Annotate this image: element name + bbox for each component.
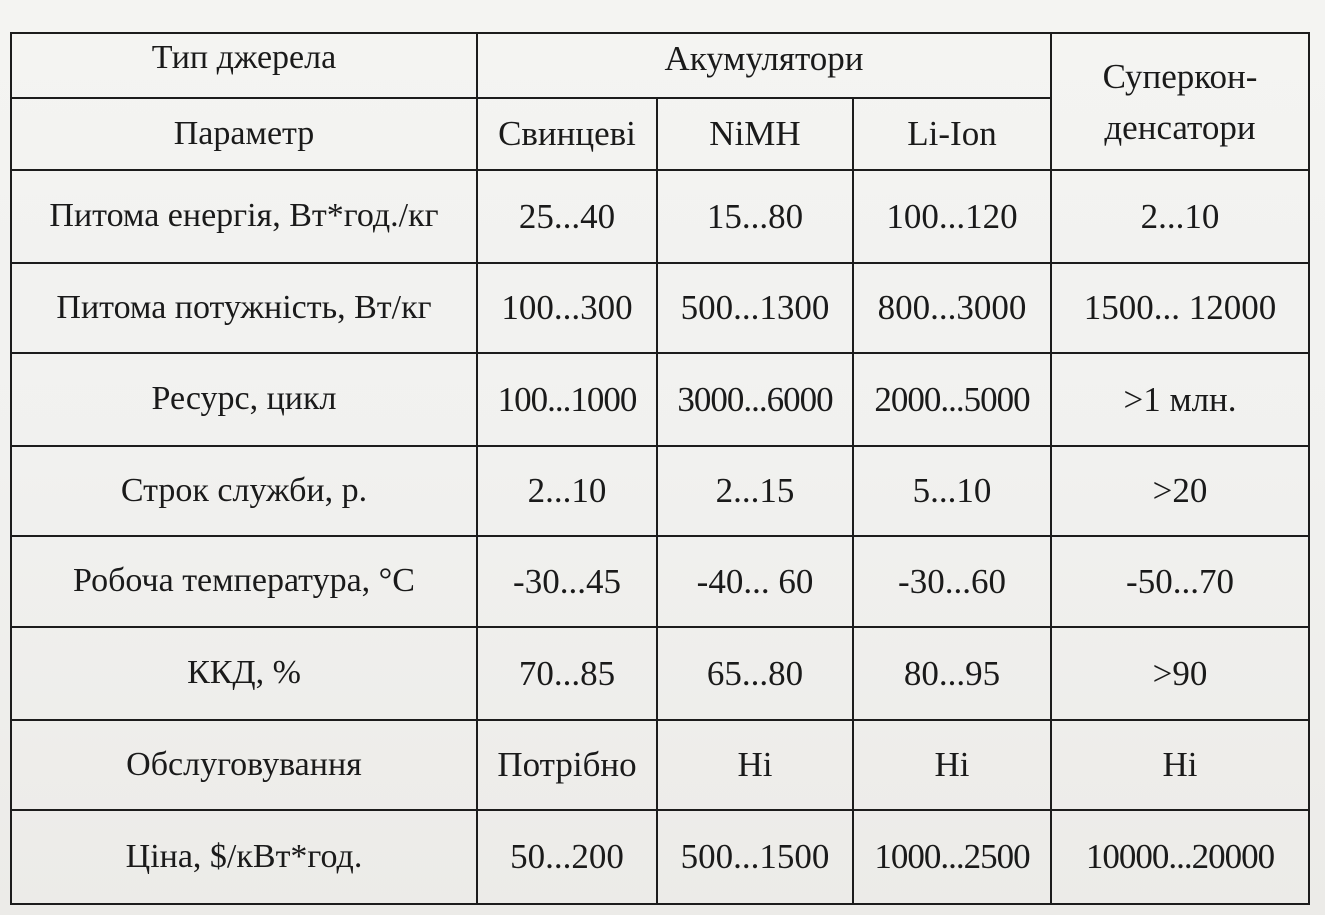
table-row (11, 170, 1309, 263)
liion-value-cell: 80...95 (853, 627, 1051, 720)
super-value-cell: >20 (1051, 446, 1309, 536)
table-row (11, 627, 1309, 720)
nimh-value-cell: 500...1500 (657, 810, 853, 904)
param-cell: Робоча температура, °С (11, 536, 477, 627)
header-accumulators: Акумулятори (477, 33, 1051, 98)
table-row (11, 353, 1309, 446)
nimh-value-cell: Ні (657, 720, 853, 810)
document-page (10, 32, 1310, 905)
liion-value-cell: 800...3000 (853, 263, 1051, 353)
liion-value-cell: 2000...5000 (853, 353, 1051, 446)
lead-value-cell: 100...300 (477, 263, 657, 353)
super-value-cell: >90 (1051, 627, 1309, 720)
lead-value-cell: -30...45 (477, 536, 657, 627)
param-cell: Ціна, $/кВт*год. (11, 810, 477, 904)
lead-value-cell: 2...10 (477, 446, 657, 536)
table-row (11, 536, 1309, 627)
liion-value-cell: 100...120 (853, 170, 1051, 263)
param-cell: Питома енергія, Вт*год./кг (11, 170, 477, 263)
param-cell: Строк служби, р. (11, 446, 477, 536)
param-cell: Ресурс, цикл (11, 353, 477, 446)
super-value-cell: -50...70 (1051, 536, 1309, 627)
super-value-cell: 2...10 (1051, 170, 1309, 263)
liion-value-cell: Ні (853, 720, 1051, 810)
header-supercap-line2: денсатори (1104, 107, 1256, 147)
comparison-table (10, 32, 1310, 905)
lead-value-cell: 100...1000 (477, 353, 657, 446)
lead-value-cell: 25...40 (477, 170, 657, 263)
nimh-value-cell: 3000...6000 (657, 353, 853, 446)
nimh-value-cell: 65...80 (657, 627, 853, 720)
liion-value-cell: -30...60 (853, 536, 1051, 627)
header-supercapacitors (1051, 33, 1309, 170)
nimh-value-cell: -40... 60 (657, 536, 853, 627)
header-supercap-line1: Суперкон- (1102, 57, 1258, 96)
param-cell: Питома потужність, Вт/кг (11, 263, 477, 353)
nimh-value-cell: 2...15 (657, 446, 853, 536)
super-value-cell: >1 млн. (1051, 353, 1309, 446)
header-source-type: Тип джерела (11, 33, 477, 98)
table-row (11, 446, 1309, 536)
param-cell: ККД, % (11, 627, 477, 720)
header-nimh: NiMH (657, 98, 853, 170)
liion-value-cell: 5...10 (853, 446, 1051, 536)
lead-value-cell: Потрібно (477, 720, 657, 810)
lead-value-cell: 50...200 (477, 810, 657, 904)
super-value-cell: 10000...20000 (1051, 810, 1309, 904)
nimh-value-cell: 15...80 (657, 170, 853, 263)
table-row (11, 263, 1309, 353)
header-row-1 (11, 33, 1309, 98)
header-li-ion: Li-Ion (853, 98, 1051, 170)
header-lead-acid: Свинцеві (477, 98, 657, 170)
liion-value-cell: 1000...2500 (853, 810, 1051, 904)
lead-value-cell: 70...85 (477, 627, 657, 720)
table-row (11, 720, 1309, 810)
header-parameter: Параметр (11, 98, 477, 170)
table-row (11, 810, 1309, 904)
super-value-cell: 1500... 12000 (1051, 263, 1309, 353)
nimh-value-cell: 500...1300 (657, 263, 853, 353)
param-cell: Обслуговування (11, 720, 477, 810)
super-value-cell: Ні (1051, 720, 1309, 810)
